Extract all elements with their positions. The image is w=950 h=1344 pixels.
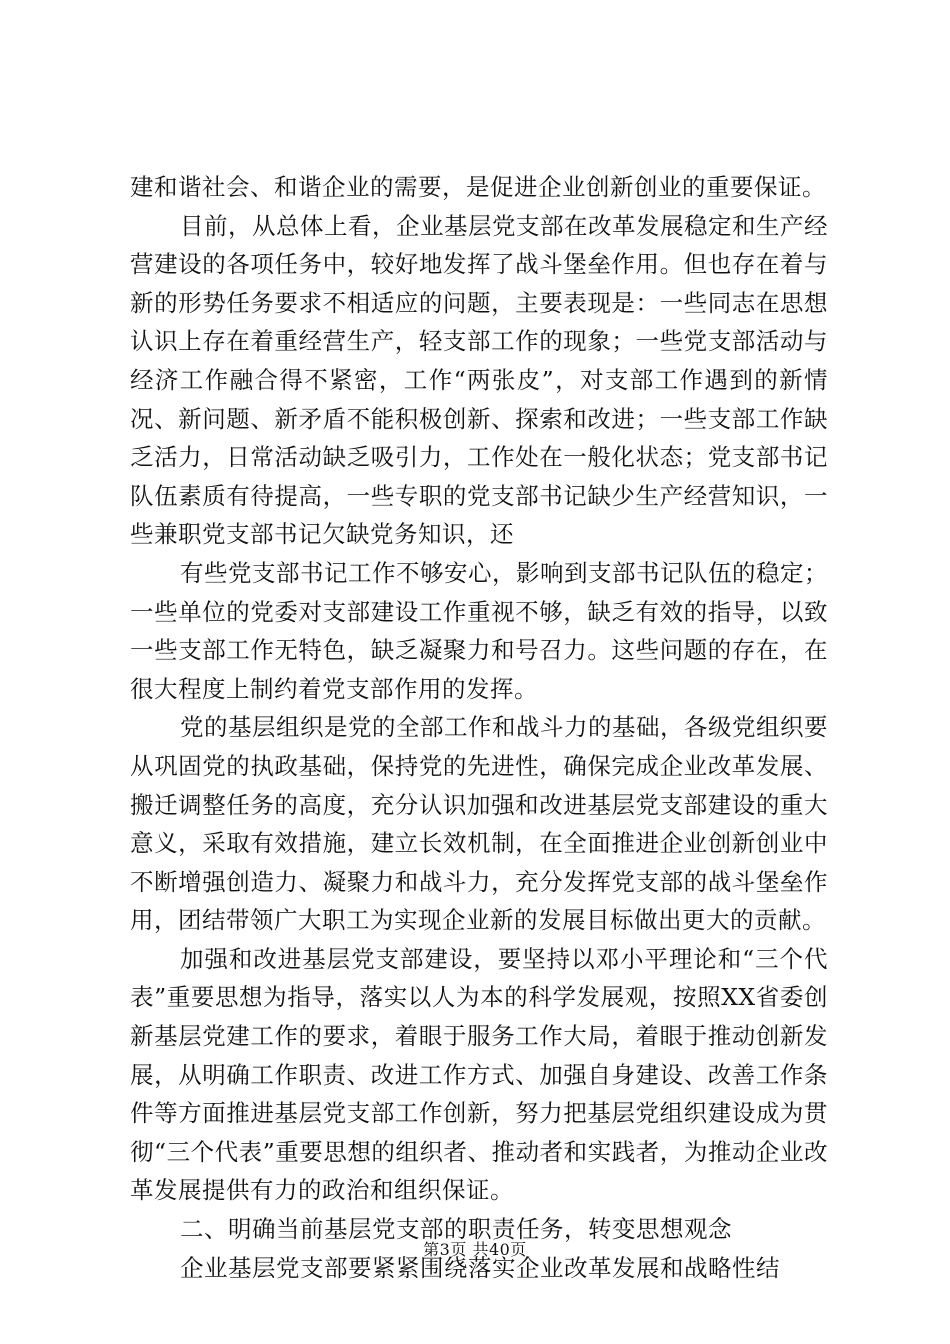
paragraph-strengthen-construction: 加强和改进基层党支部建设，要坚持以邓小平理论和“三个代表”重要思想为指导，落实以人为本的科学发展观，按照XX省委创新基层党建工作的要求，着眼于服务工作大局，着眼于推动创新发展，从明确工作职责、改进工作方式、加强自身建设、改善工作条件等方面推进基层党支部工作创新，努力把基层党组织建设成为贯彻“三个代表”重要思想的组织者、推动者和实践者，为推动企业改革发展提供有力的政治和组织保证。	[130, 944, 828, 1205]
paragraph-secretary-issues: 有些党支部书记工作不够安心，影响到支部书记队伍的稳定；一些单位的党委对支部建设工作重视不够，缺乏有效的指导，以致一些支部工作无特色，缺乏凝聚力和号召力。这些问题的存在，在很大程度上制约着党支部作用的发挥。	[130, 558, 828, 703]
paragraph-current-problems: 目前，从总体上看，企业基层党支部在改革发展稳定和生产经营建设的各项任务中，较好地发挥了战斗堡垒作用。但也存在着与新的形势任务要求不相适应的问题，主要表现是：一些同志在思想认识上存在着重经营生产，轻支部工作的现象；一些党支部活动与经济工作融合得不紧密，工作“两张皮”，对支部工作遇到的新情况、新问题、新矛盾不能积极创新、探索和改进；一些支部工作缺乏活力，日常活动缺乏吸引力，工作处在一般化状态；党支部书记队伍素质有待提高，一些专职的党支部书记缺少生产经营知识，一些兼职党支部书记欠缺党务知识，还	[130, 211, 828, 549]
page-number-footer: 第3页 共40页	[423, 1240, 527, 1259]
section-heading-two: 二、明确当前基层党支部的职责任务，转变思想观念	[180, 1215, 732, 1244]
paragraph-grassroots-foundation: 党的基层组织是党的全部工作和战斗力的基础，各级党组织要从巩固党的执政基础，保持党的先进性，确保完成企业改革发展、搬迁调整任务的高度，充分认识加强和改进基层党支部建设的重大意义，采取有效措施，建立长效机制，在全面推进企业创新创业中不断增强创造力、凝聚力和战斗力，充分发挥党支部的战斗堡垒作用，团结带领广大职工为实现企业新的发展目标做出更大的贡献。	[130, 713, 828, 935]
paragraph-section-two-start: 企业基层党支部要紧紧围绕落实企业改革发展和战略性结	[180, 1253, 780, 1282]
document-body	[130, 168, 828, 1287]
paragraph-continuation: 建和谐社会、和谐企业的需要，是促进企业创新创业的重要保证。	[130, 173, 826, 201]
